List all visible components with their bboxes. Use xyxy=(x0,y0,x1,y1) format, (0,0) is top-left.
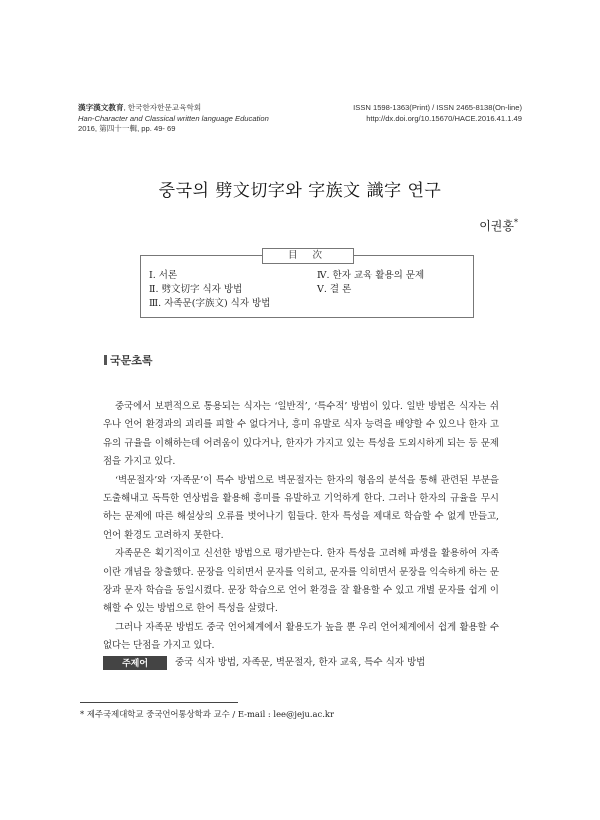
heading-bar-icon xyxy=(104,355,107,365)
toc-left-column xyxy=(149,269,270,311)
table-of-contents xyxy=(140,250,474,318)
keywords xyxy=(103,656,499,672)
abstract-paragraph: 그러나 자족문 방법도 중국 언어체계에서 활용도가 높을 뿐 우리 언어체계에서 쉽게 활용할 수 없다는 단점을 가지고 있다. xyxy=(103,621,499,652)
toc-item[interactable]: Ⅲ. 자족문(字族文) 식자 방법 xyxy=(149,298,271,309)
abstract-paragraph: ‘벽문절자’와 ‘자족문’이 특수 방법으로 벽문절자는 한자의 형음의 분석을 통해 관련된 부분을 도출해내고 독특한 연상법을 활용해 흥미를 유발하고 기억하게 한다. 그러나 한자의 규율을 무시하는 문제에 따른 해설상의 오류를 벗어나기 힘들다. 한자 특성을 제대로 학습할 수 없게 만들고, 언어 환경도 고려하지 못한다. xyxy=(103,474,499,541)
abstract-body xyxy=(103,398,499,656)
journal-header xyxy=(78,103,269,135)
toc-right-column xyxy=(317,269,424,297)
abstract-heading-label: 국문초록 xyxy=(110,355,153,367)
author xyxy=(479,217,518,234)
toc-heading: 目 次 xyxy=(262,248,354,264)
journal-name: 漢字漢文教育 xyxy=(78,103,124,112)
journal-volume: 2016, 第四十一輯, pp. 49- 69 xyxy=(78,124,176,134)
footnote-rule xyxy=(80,702,238,703)
toc-item[interactable]: Ⅱ. 劈文切字 식자 방법 xyxy=(149,284,243,295)
author-footnote-mark: * xyxy=(514,218,518,227)
abstract-paragraph: 자족문은 획기적이고 신선한 방법으로 평가받는다. 한자 특성을 고려해 파생을 활용하여 자족이란 개념을 창출했다. 문장을 익히면서 문자를 익히고, 문자를 익히면서 문장을 익숙하게 하는 문장과 문자 학습을 동일시켰다. 문장 학습으로 언어 환경을 잘 활용할 수 있고 개별 문자를 쉽게 이해할 수 있는 방법으로 한어 특성을 살렸다. xyxy=(103,548,499,615)
doi-link[interactable]: http://dx.doi.org/10.15670/HACE.2016.41.1.49 xyxy=(366,113,522,123)
toc-item[interactable]: Ⅴ. 결 론 xyxy=(317,284,352,295)
issn: ISSN 1598-1363(Print) / ISSN 2465-8138(On-line) xyxy=(353,103,522,112)
keywords-label: 주제어 xyxy=(103,656,167,670)
journal-name-line: 漢字漢文教育, 한국한자한문교육학회 xyxy=(78,103,202,112)
paper-title: 중국의 劈文切字와 字族文 識字 연구 xyxy=(158,181,442,201)
author-name: 이권홍 xyxy=(479,219,514,233)
keywords-text: 중국 식자 방법, 자족문, 벽문절자, 한자 교육, 특수 식자 방법 xyxy=(175,657,426,668)
journal-english-title: Han-Character and Classical written language Education xyxy=(78,113,269,123)
journal-society: 한국한자한문교육학회 xyxy=(127,103,202,112)
toc-item[interactable]: Ⅳ. 한자 교육 활용의 문제 xyxy=(317,270,425,281)
footnote: * 제주국제대학교 중국언어통상학과 교수 / E-mail : lee@jeju.ac.kr xyxy=(80,709,334,719)
issn-block xyxy=(353,103,522,124)
toc-item[interactable]: Ⅰ. 서론 xyxy=(149,270,178,281)
abstract-paragraph: 중국에서 보편적으로 통용되는 식자는 ‘일반적’, ‘특수적’ 방법이 있다. 일반 방법은 식자는 쉬우나 언어 환경과의 괴리를 피할 수 없다거나, 흥미 유발로 식자 능력을 배양할 수 있으나 한자 고유의 규율을 이해하는데 어려움이 있다거나, 한자가 가지고 있는 특성을 도외시하게 되는 등 문제점을 가지고 있다. xyxy=(103,401,499,468)
abstract-heading xyxy=(104,352,153,368)
